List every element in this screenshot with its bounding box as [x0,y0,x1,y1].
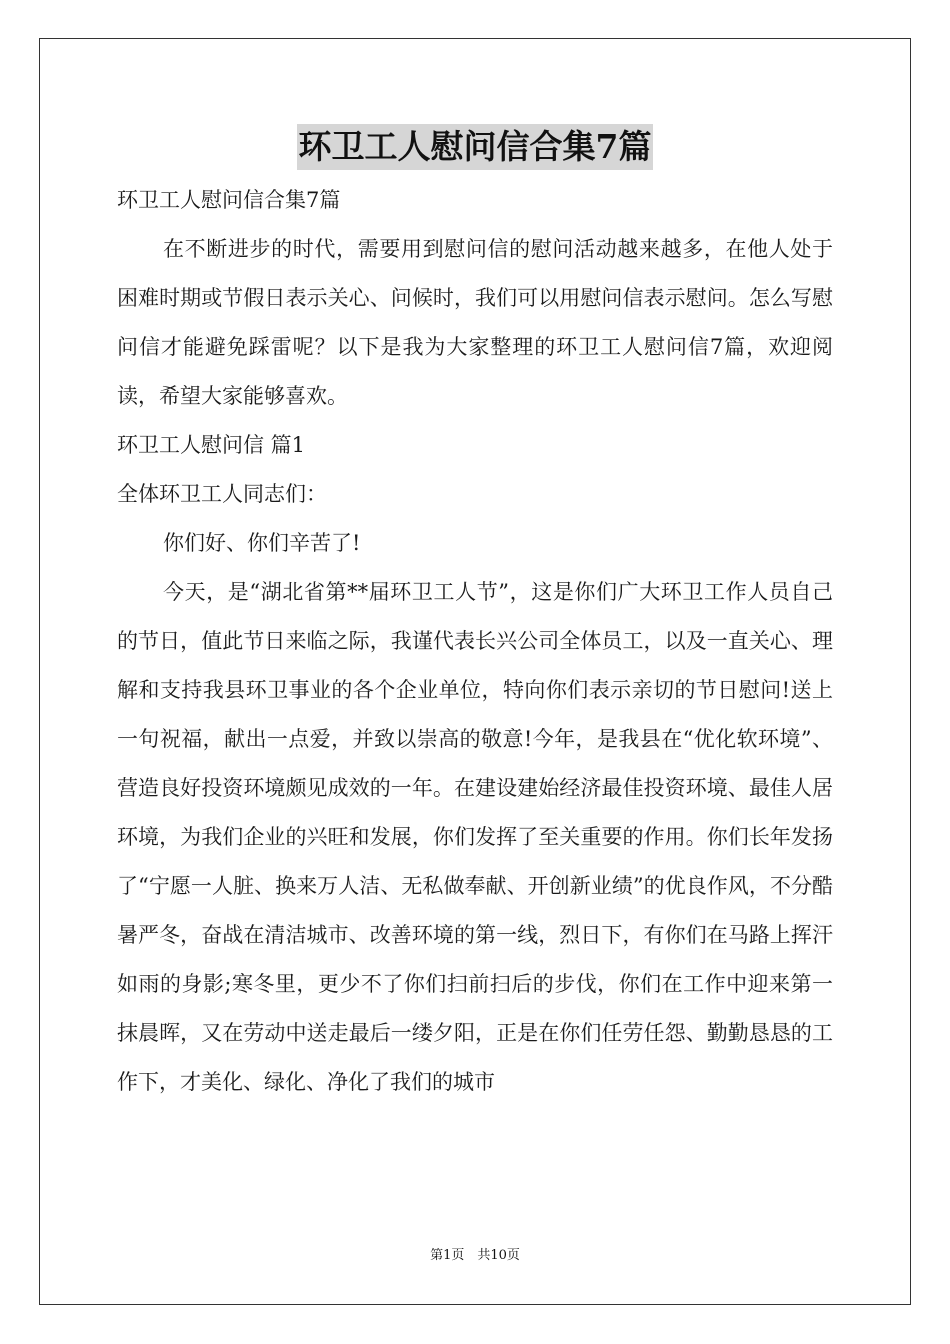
paragraph: 今天，是“湖北省第**届环卫工人节”，这是你们广大环卫工作人员自己的节日，值此节日来临之际，我谨代表长兴公司全体员工，以及一直关心、理解和支持我县环卫事业的各个企业单位，特向你们表示亲切的节日慰问!送上一句祝福，献出一点爱，并致以崇高的敬意!今年，是我县在“优化软环境”、营造良好投资环境颇见成效的一年。在建设建始经济最佳投资环境、最佳人居环境，为我们企业的兴旺和发展，你们发挥了至关重要的作用。你们长年发扬了“宁愿一人脏、换来万人洁、无私做奉献、开创新业绩”的优良作风，不分酷暑严冬，奋战在清洁城市、改善环境的第一线，烈日下，有你们在马路上挥汗如雨的身影;寒冬里，更少不了你们扫前扫后的步伐，你们在工作中迎来第一抹晨晖，又在劳动中送走最后一缕夕阳，正是在你们任劳任怨、勤勤恳恳的工作下，才美化、绿化、净化了我们的城市 [117,580,833,1094]
paragraph: 在不断进步的时代，需要用到慰问信的慰问活动越来越多，在他人处于困难时期或节假日表示关心、问候时，我们可以用慰问信表示慰问。怎么写慰问信才能避免踩雷呢？以下是我为大家整理的环卫工人慰问信7篇，欢迎阅读，希望大家能够喜欢。 [117,237,833,408]
title-container [0,124,950,170]
paragraph: 环卫工人慰问信合集7篇 [117,188,341,212]
document-title: 环卫工人慰问信合集7篇 [297,124,654,170]
page-footer: 第1页 共10页 [430,1248,520,1263]
paragraph: 全体环卫工人同志们： [117,482,327,506]
document-body [117,176,833,1107]
paragraph: 环卫工人慰问信 篇1 [117,433,306,457]
paragraph: 你们好、你们辛苦了! [163,531,361,555]
